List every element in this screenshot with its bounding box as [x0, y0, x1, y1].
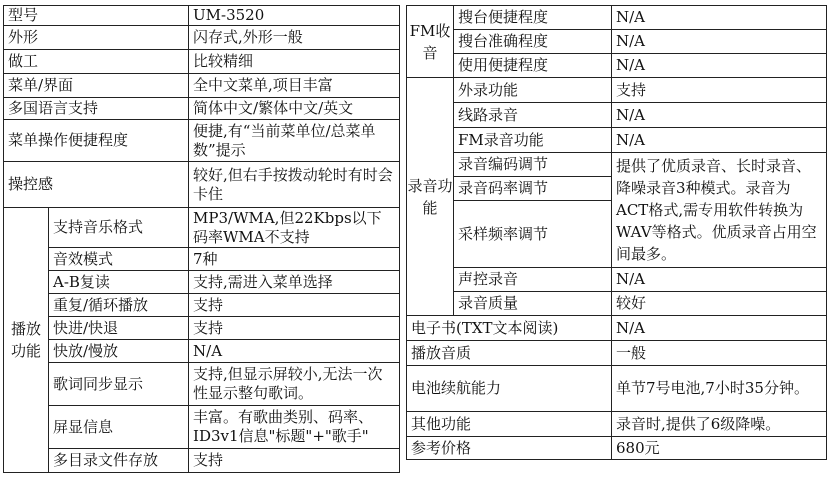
spec-value: 闪存式,外形一般	[189, 26, 400, 50]
spec-label: 使用便捷程度	[454, 54, 612, 78]
spec-label: 做工	[4, 50, 189, 74]
spec-value: 单节7号电池,7小时35分钟。	[612, 366, 827, 412]
spec-label: 音效模式	[49, 248, 189, 271]
spec-row	[4, 294, 400, 317]
spec-label: 型号	[4, 6, 189, 26]
spec-label: 菜单/界面	[4, 74, 189, 98]
spec-value: 7种	[189, 248, 400, 271]
spec-label: 外形	[4, 26, 189, 50]
spec-label: 操控感	[4, 162, 189, 208]
spec-label: 外录功能	[454, 78, 612, 103]
spec-label: 参考价格	[407, 437, 612, 460]
spec-row	[407, 78, 827, 103]
group-label-playback: 播放功能	[4, 208, 49, 473]
spec-label: 录音码率调节	[454, 177, 612, 201]
spec-row	[4, 363, 400, 406]
spec-label: 屏显信息	[49, 406, 189, 449]
spec-row	[4, 317, 400, 340]
spec-row	[407, 128, 827, 153]
spec-value: 丰富。有歌曲类别、码率、ID3v1信息"标题"+"歌手"	[189, 406, 400, 449]
spec-label: FM录音功能	[454, 128, 612, 153]
spec-label: 录音编码调节	[454, 153, 612, 177]
spec-row	[4, 6, 400, 26]
spec-label: 多目录文件存放	[49, 449, 189, 473]
spec-row	[4, 248, 400, 271]
spec-value: 简体中文/繁体中文/英文	[189, 98, 400, 120]
spec-value: N/A	[612, 30, 827, 54]
spec-label: 其他功能	[407, 412, 612, 437]
spec-value-merged: 提供了优质录音、长时录音、降噪录音3种模式。录音为ACT格式,需专用软件转换为WAV等格式。优质录音占用空间最多。	[612, 153, 827, 268]
spec-label: 声控录音	[454, 268, 612, 292]
spec-label: 播放音质	[407, 341, 612, 366]
spec-row	[407, 341, 827, 366]
spec-row	[407, 437, 827, 460]
spec-value: 全中文菜单,项目丰富	[189, 74, 400, 98]
spec-value: 较好,但右手按拨动轮时有时会卡住	[189, 162, 400, 208]
spec-row	[407, 6, 827, 30]
spec-value: 支持	[189, 294, 400, 317]
spec-row	[407, 30, 827, 54]
spec-value: 较好	[612, 292, 827, 316]
spec-value: 支持,需进入菜单选择	[189, 271, 400, 294]
spec-row	[4, 449, 400, 473]
spec-row	[407, 268, 827, 292]
spec-row	[407, 412, 827, 437]
spec-row	[407, 316, 827, 341]
spec-row	[407, 103, 827, 128]
spec-value: MP3/WMA,但22Kbps以下码率WMA不支持	[189, 208, 400, 248]
spec-row	[4, 26, 400, 50]
spec-label: 线路录音	[454, 103, 612, 128]
spec-label: 快进/快退	[49, 317, 189, 340]
spec-row	[4, 162, 400, 208]
spec-row	[4, 50, 400, 74]
spec-value: 680元	[612, 437, 827, 460]
spec-label: 搜台便捷程度	[454, 6, 612, 30]
spec-label: 采样频率调节	[454, 201, 612, 268]
spec-label: 电池续航能力	[407, 366, 612, 412]
spec-row	[407, 153, 827, 177]
spec-value: 支持	[189, 317, 400, 340]
spec-row	[407, 54, 827, 78]
spec-row	[4, 271, 400, 294]
spec-table-right	[406, 5, 827, 460]
spec-label: 电子书(TXT文本阅读)	[407, 316, 612, 341]
group-label-fm: FM收音	[407, 6, 454, 78]
spec-row	[4, 120, 400, 162]
group-label-record: 录音功能	[407, 78, 454, 316]
spec-label: 菜单操作便捷程度	[4, 120, 189, 162]
spec-value: UM-3520	[189, 6, 400, 26]
spec-row	[4, 74, 400, 98]
spec-value: 便捷,有“当前菜单位/总菜单数”提示	[189, 120, 400, 162]
spec-value: 支持	[189, 449, 400, 473]
spec-value: N/A	[612, 103, 827, 128]
spec-value: N/A	[612, 128, 827, 153]
spec-value: N/A	[612, 316, 827, 341]
spec-label: 快放/慢放	[49, 340, 189, 363]
spec-label: 重复/循环播放	[49, 294, 189, 317]
spec-label: 录音质量	[454, 292, 612, 316]
spec-value: 录音时,提供了6级降噪。	[612, 412, 827, 437]
spec-value: 一般	[612, 341, 827, 366]
spec-value: 支持	[612, 78, 827, 103]
spec-table-left	[3, 5, 400, 473]
spec-label: 歌词同步显示	[49, 363, 189, 406]
spec-label: 支持音乐格式	[49, 208, 189, 248]
spec-row	[4, 406, 400, 449]
spec-row	[4, 208, 400, 248]
spec-value: N/A	[612, 6, 827, 30]
spec-row	[4, 98, 400, 120]
spec-row	[4, 340, 400, 363]
spec-value: 比较精细	[189, 50, 400, 74]
spec-row	[407, 366, 827, 412]
spec-label: 搜台准确程度	[454, 30, 612, 54]
spec-label: 多国语言支持	[4, 98, 189, 120]
spec-value: N/A	[612, 54, 827, 78]
spec-row	[407, 292, 827, 316]
spec-value: N/A	[612, 268, 827, 292]
spec-label: A-B复读	[49, 271, 189, 294]
spec-value: 支持,但显示屏较小,无法一次性显示整句歌词。	[189, 363, 400, 406]
spec-value: N/A	[189, 340, 400, 363]
